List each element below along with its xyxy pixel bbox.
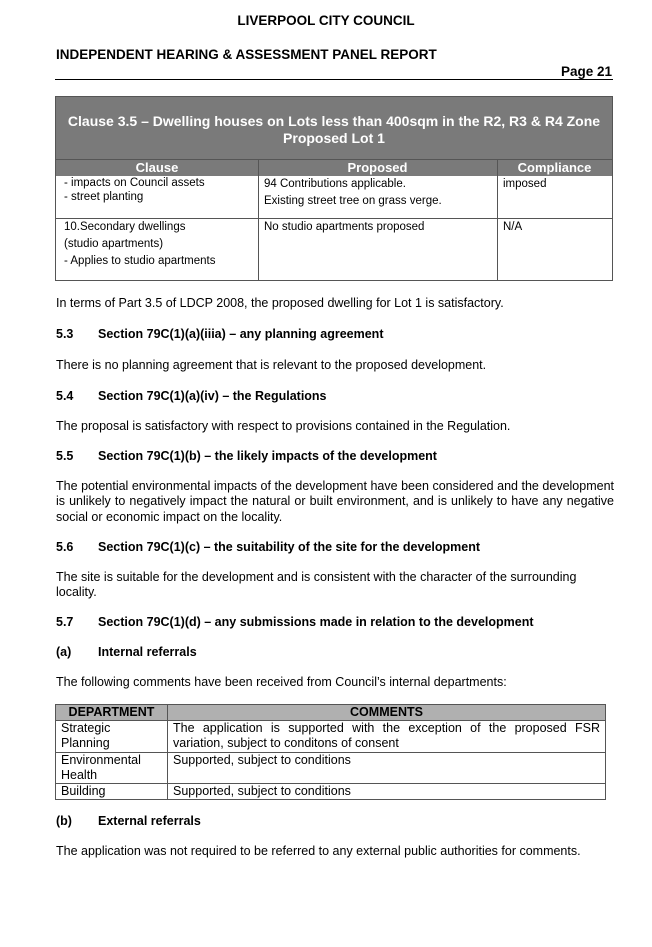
section-heading: Section 79C(1)(a)(iv) – the Regulations: [98, 389, 327, 403]
table-cell-compliance: [503, 176, 546, 193]
clause-title-line2: Proposed Lot 1: [283, 130, 385, 146]
table-cell-compliance: [503, 219, 522, 236]
cell-line: No studio apartments proposed: [264, 221, 425, 233]
section-heading: Section 79C(1)(a)(iiia) – any planning agreement: [98, 327, 384, 341]
comments-cell: Supported, subject to conditions: [168, 784, 606, 800]
subsection-number: (b): [56, 814, 72, 828]
comments-cell: Supported, subject to conditions: [168, 752, 606, 784]
cell-line: Existing street tree on grass verge.: [264, 195, 442, 207]
table-row: [56, 752, 606, 784]
section-number: 5.6: [56, 540, 74, 554]
cell-line: - impacts on Council assets: [64, 177, 205, 189]
clause-table: [55, 96, 613, 281]
table-cell-clause: [64, 176, 205, 204]
department-cell: Environmental Health: [56, 752, 168, 784]
section-number: 5.4: [56, 389, 74, 403]
col-header-clause: Clause: [135, 160, 179, 175]
col-header-proposed: Proposed: [347, 160, 408, 175]
col-header-department: DEPARTMENT: [56, 705, 168, 721]
paragraph: There is no planning agreement that is relevant to the proposed development.: [56, 358, 487, 372]
col-divider: [258, 159, 259, 280]
cell-line: 94 Contributions applicable.: [264, 178, 406, 190]
department-cell: Building: [56, 784, 168, 800]
comments-cell: The application is supported with the exception of the proposed FSR variation, subject to conditons of consent: [168, 721, 606, 753]
section-heading: Section 79C(1)(c) – the suitability of the site for the development: [98, 540, 481, 554]
clause-table-title: [56, 97, 612, 159]
cell-line: N/A: [503, 221, 523, 233]
page-number: Page 21: [560, 64, 612, 79]
clause-table-header: [56, 159, 612, 176]
paragraph: The application was not required to be referred to any external public authorities for comments.: [56, 844, 581, 858]
section-number: 5.7: [56, 615, 74, 629]
header-rule: [55, 79, 613, 80]
table-cell-proposed: [264, 176, 442, 210]
subsection-heading: Internal referrals: [98, 645, 197, 659]
paragraph: The following comments have been received from Council’s internal departments:: [56, 675, 507, 689]
council-name: LIVERPOOL CITY COUNCIL: [237, 13, 415, 28]
paragraph: In terms of Part 3.5 of LDCP 2008, the proposed dwelling for Lot 1 is satisfactory.: [56, 296, 504, 310]
cell-line: - street planting: [64, 191, 144, 203]
table-cell-proposed: [264, 219, 424, 236]
paragraph: The potential environmental impacts of the development have been considered and the development is unlikely to negatively impact the natural or built environment, and is unlikely to have any negative social or economic impact on the locality.: [56, 479, 614, 524]
paragraph: The site is suitable for the development and is consistent with the character of the surrounding locality.: [56, 570, 577, 600]
cell-line: 10.Secondary dwellings: [64, 221, 186, 233]
table-header-row: [56, 705, 606, 721]
cell-line: (studio apartments): [64, 238, 164, 250]
table-row: [56, 784, 606, 800]
cell-line: - Applies to studio apartments: [64, 255, 216, 267]
col-divider: [497, 159, 498, 280]
section-number: 5.3: [56, 327, 74, 341]
subsection-heading: External referrals: [98, 814, 201, 828]
table-row: [56, 721, 606, 753]
section-heading: Section 79C(1)(d) – any submissions made in relation to the development: [98, 615, 534, 629]
section-heading: Section 79C(1)(b) – the likely impacts of the development: [98, 449, 437, 463]
subsection-number: (a): [56, 645, 72, 659]
department-cell: Strategic Planning: [56, 721, 168, 753]
department-comments-table: [55, 704, 606, 800]
paragraph: The proposal is satisfactory with respect to provisions contained in the Regulation.: [56, 419, 511, 433]
col-header-compliance: Compliance: [517, 160, 592, 175]
col-header-comments: COMMENTS: [168, 705, 606, 721]
table-cell-clause: [64, 219, 216, 270]
cell-line: imposed: [503, 178, 547, 190]
report-title: INDEPENDENT HEARING & ASSESSMENT PANEL REPORT: [56, 47, 437, 62]
section-number: 5.5: [56, 449, 74, 463]
clause-title-line1: Clause 3.5 – Dwelling houses on Lots less than 400sqm in the R2, R3 & R4 Zone: [67, 113, 601, 129]
